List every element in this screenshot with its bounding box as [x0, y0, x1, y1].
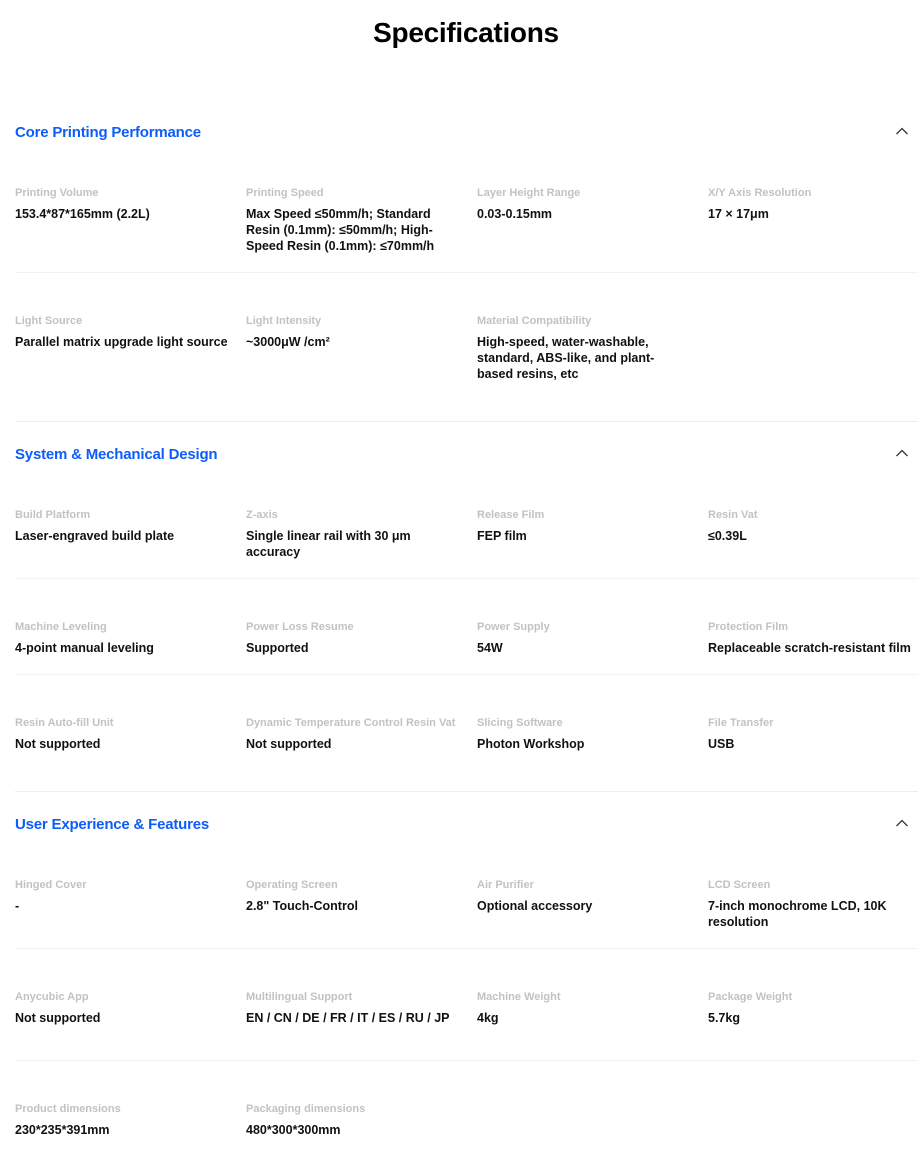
spec-item-operating-screen — [246, 878, 456, 914]
spec-value: Max Speed ≤50mm/h; Standard Resin (0.1mm): ≤50mm/h; High-Speed Resin (0.1mm): ≤70mm/h — [246, 207, 435, 253]
spec-value: USB — [708, 737, 735, 751]
spec-item-release-film — [477, 508, 662, 544]
spec-item-light-source — [15, 314, 230, 350]
spec-value: 0.03-0.15mm — [477, 207, 553, 221]
section-divider — [15, 421, 918, 422]
spec-label: Machine Leveling — [15, 621, 107, 633]
chevron-up-icon[interactable] — [895, 448, 909, 458]
spec-label: Packaging dimensions — [246, 1103, 366, 1115]
spec-label: Resin Vat — [708, 509, 758, 521]
spec-label: Multilingual Support — [246, 991, 353, 1003]
section-divider — [15, 791, 918, 792]
spec-label: Layer Height Range — [477, 187, 581, 199]
spec-value: ~3000μW /cm² — [246, 335, 330, 349]
spec-value: 2.8" Touch-Control — [246, 899, 358, 913]
spec-label: Release Film — [477, 509, 545, 521]
spec-label: Power Supply — [477, 621, 550, 633]
page-title: Specifications — [373, 17, 559, 48]
spec-label: Hinged Cover — [15, 879, 87, 891]
spec-label: Build Platform — [15, 509, 91, 521]
spec-item-product-dimensions — [15, 1102, 230, 1138]
spec-item-x-y-axis-resolution — [708, 186, 922, 222]
spec-item-hinged-cover — [15, 878, 230, 914]
spec-value: ≤0.39L — [708, 529, 747, 543]
spec-item-file-transfer — [708, 716, 922, 752]
spec-label: Package Weight — [708, 991, 793, 1003]
spec-label: Printing Volume — [15, 187, 99, 199]
row-divider — [15, 948, 918, 949]
spec-value: Parallel matrix upgrade light source — [15, 335, 228, 349]
spec-value: Replaceable scratch-resistant film — [708, 641, 911, 655]
spec-value: Not supported — [15, 1011, 101, 1025]
spec-item-air-purifier — [477, 878, 662, 914]
spec-label: File Transfer — [708, 717, 774, 729]
spec-item-z-axis — [246, 508, 456, 560]
row-divider — [15, 674, 918, 675]
spec-item-machine-leveling — [15, 620, 230, 656]
chevron-up-icon[interactable] — [895, 818, 909, 828]
spec-value: 17 × 17μm — [708, 207, 769, 221]
row-divider — [15, 1060, 918, 1061]
spec-item-anycubic-app — [15, 990, 230, 1026]
spec-label: Light Source — [15, 315, 83, 327]
spec-item-machine-weight — [477, 990, 662, 1026]
spec-label: Printing Speed — [246, 187, 324, 199]
spec-item-slicing-software — [477, 716, 662, 752]
spec-label: Product dimensions — [15, 1103, 121, 1115]
spec-value: 230*235*391mm — [15, 1123, 110, 1137]
row-divider — [15, 272, 918, 273]
spec-value: EN / CN / DE / FR / IT / ES / RU / JP — [246, 1011, 450, 1025]
spec-label: Slicing Software — [477, 717, 563, 729]
spec-item-resin-auto-fill-unit — [15, 716, 230, 752]
spec-label: X/Y Axis Resolution — [708, 187, 812, 199]
spec-label: Z-axis — [246, 509, 278, 521]
spec-label: Light Intensity — [246, 315, 322, 327]
spec-label: Resin Auto-fill Unit — [15, 717, 114, 729]
spec-value: 54W — [477, 641, 503, 655]
spec-item-printing-volume — [15, 186, 230, 222]
spec-value: Not supported — [15, 737, 101, 751]
spec-label: Machine Weight — [477, 991, 561, 1003]
section-title: System & Mechanical Design — [15, 446, 218, 463]
spec-value: 4-point manual leveling — [15, 641, 154, 655]
spec-item-light-intensity — [246, 314, 456, 350]
spec-item-power-loss-resume — [246, 620, 456, 656]
spec-value: Not supported — [246, 737, 332, 751]
row-divider — [15, 578, 918, 579]
spec-value: Single linear rail with 30 μm accuracy — [246, 529, 411, 559]
spec-value: 480*300*300mm — [246, 1123, 341, 1137]
spec-value: Supported — [246, 641, 309, 655]
spec-item-resin-vat — [708, 508, 922, 544]
section-header-system-mechanical-design[interactable] — [15, 444, 918, 466]
spec-value: High-speed, water-washable, standard, ABS-like, and plant-based resins, etc — [477, 335, 655, 381]
spec-item-package-weight — [708, 990, 922, 1026]
spec-item-layer-height-range — [477, 186, 662, 222]
spec-item-packaging-dimensions — [246, 1102, 456, 1138]
spec-value: Optional accessory — [477, 899, 593, 913]
spec-item-lcd-screen — [708, 878, 922, 930]
spec-item-build-platform — [15, 508, 230, 544]
spec-label: Material Compatibility — [477, 315, 592, 327]
spec-label: Anycubic App — [15, 991, 89, 1003]
spec-label: Operating Screen — [246, 879, 338, 891]
spec-label: Dynamic Temperature Control Resin Vat — [246, 717, 456, 729]
spec-value: 5.7kg — [708, 1011, 740, 1025]
spec-item-dynamic-temperature-control-resin-vat — [246, 716, 456, 752]
spec-item-multilingual-support — [246, 990, 456, 1026]
section-header-core-printing-performance[interactable] — [15, 122, 918, 144]
spec-label: Air Purifier — [477, 879, 534, 891]
spec-item-protection-film — [708, 620, 922, 656]
spec-value: - — [15, 899, 20, 913]
section-title: Core Printing Performance — [15, 124, 201, 141]
spec-item-printing-speed — [246, 186, 456, 254]
spec-label: Power Loss Resume — [246, 621, 354, 633]
spec-value: Laser-engraved build plate — [15, 529, 175, 543]
spec-value: 153.4*87*165mm (2.2L) — [15, 207, 150, 221]
spec-value: FEP film — [477, 529, 527, 543]
spec-value: 7-inch monochrome LCD, 10K resolution — [708, 899, 887, 929]
section-title: User Experience & Features — [15, 816, 210, 833]
spec-value: 4kg — [477, 1011, 499, 1025]
section-header-user-experience-features[interactable] — [15, 814, 918, 836]
spec-label: LCD Screen — [708, 879, 771, 891]
spec-item-power-supply — [477, 620, 662, 656]
spec-item-material-compatibility — [477, 314, 662, 382]
spec-label: Protection Film — [708, 621, 789, 633]
chevron-up-icon[interactable] — [895, 126, 909, 136]
spec-value: Photon Workshop — [477, 737, 585, 751]
